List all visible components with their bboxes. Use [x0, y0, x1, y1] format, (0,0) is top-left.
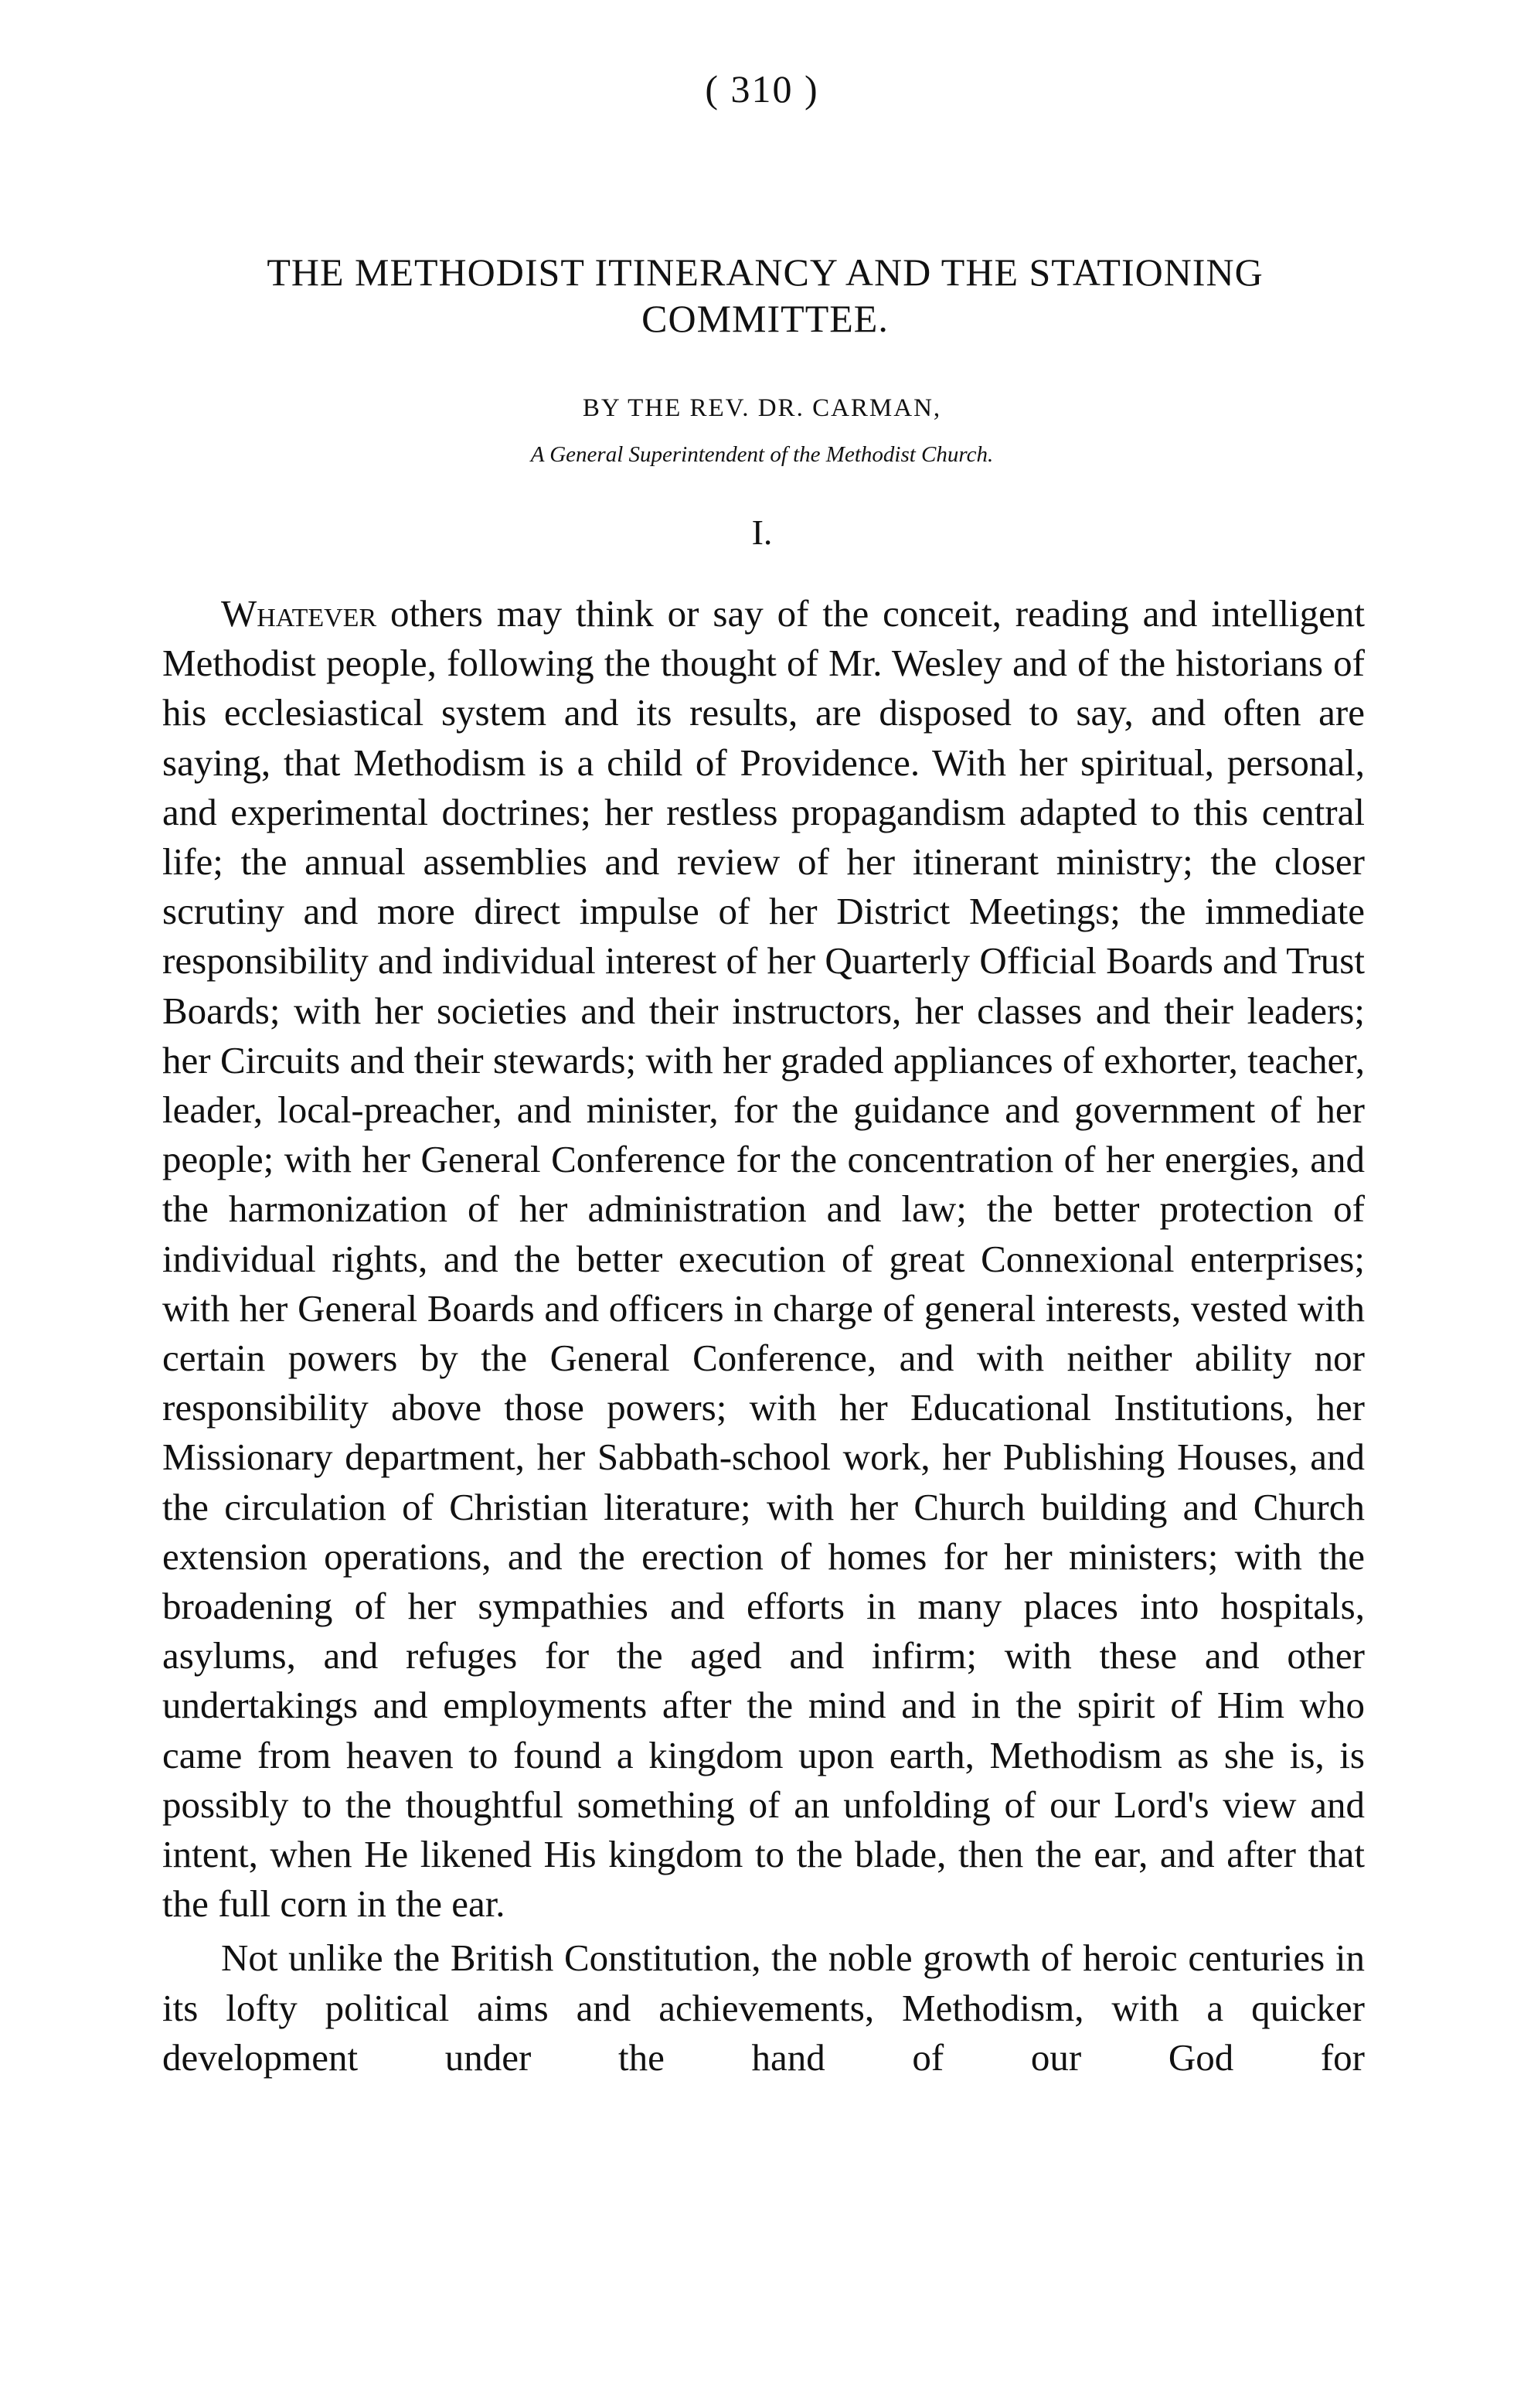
section-number: I.: [751, 513, 773, 552]
paragraph-1: [162, 589, 1365, 1929]
paragraph-text: others may think or say of the conceit, reading and intelligent Methodist people, following the thought of Mr. Wesley and of the historians of his ecclesiastical system and its results, are disposed to say, and often are saying, that Methodism is a child of Providence. With her spiritual, personal, and experimental doctrines; her restless propagandism adapted to this central life; the annual assemblies and review of her itinerant ministry; the closer scrutiny and more direct impulse of her District Meetings; the immediate responsibility and individual interest of her Quarterly Official Boards and Trust Boards; with her societies and their instructors, her classes and their leaders; her Circuits and their stewards; with her graded appliances of exhorter, teacher, leader, local-preacher, and minister, for the guidance and government of her people; with her General Conference for the concentration of her energies, and the harmonization of her administration and law; the better protection of individual rights, and the better execution of great Connexional enterprises; with her General Boards and officers in charge of general interests, vested with certain powers by the General Conference, and with neither ability nor responsibility above those powers; with her Educational Institutions, her Missionary department, her Sabbath-school work, her Publishing Houses, and the circulation of Christian literature; with her Church building and Church extension operations, and the erection of homes for her ministers; with the broadening of her sympathies and efforts in many places into hospitals, asylums, and refuges for the aged and infirm; with these and other undertakings and employments after the mind and in the spirit of Him who came from heaven to found a kingdom upon earth, Methodism as she is, is possibly to the thoughtful something of an unfolding of our Lord's view and intent, when He likened His kingdom to the blade, then the ear, and after that the full corn in the ear.: [162, 592, 1365, 1926]
paragraph-2: [162, 1933, 1365, 2083]
article-body: [162, 589, 1365, 2083]
article-byline: BY THE REV. DR. CARMAN,: [582, 394, 942, 422]
paragraph-lead-word: Whatever: [221, 592, 377, 635]
article-title: THE METHODIST ITINERANCY AND THE STATIONING COMMITTEE.: [267, 250, 1264, 340]
author-affiliation: A General Superintendent of the Methodist Church.: [530, 442, 994, 467]
paragraph-text: Not unlike the British Constitution, the noble growth of heroic centuries in its lofty political aims and achievements, Methodism, with a quicker development under the hand of our God for: [162, 1936, 1365, 2079]
page-number: ( 310 ): [705, 67, 819, 111]
